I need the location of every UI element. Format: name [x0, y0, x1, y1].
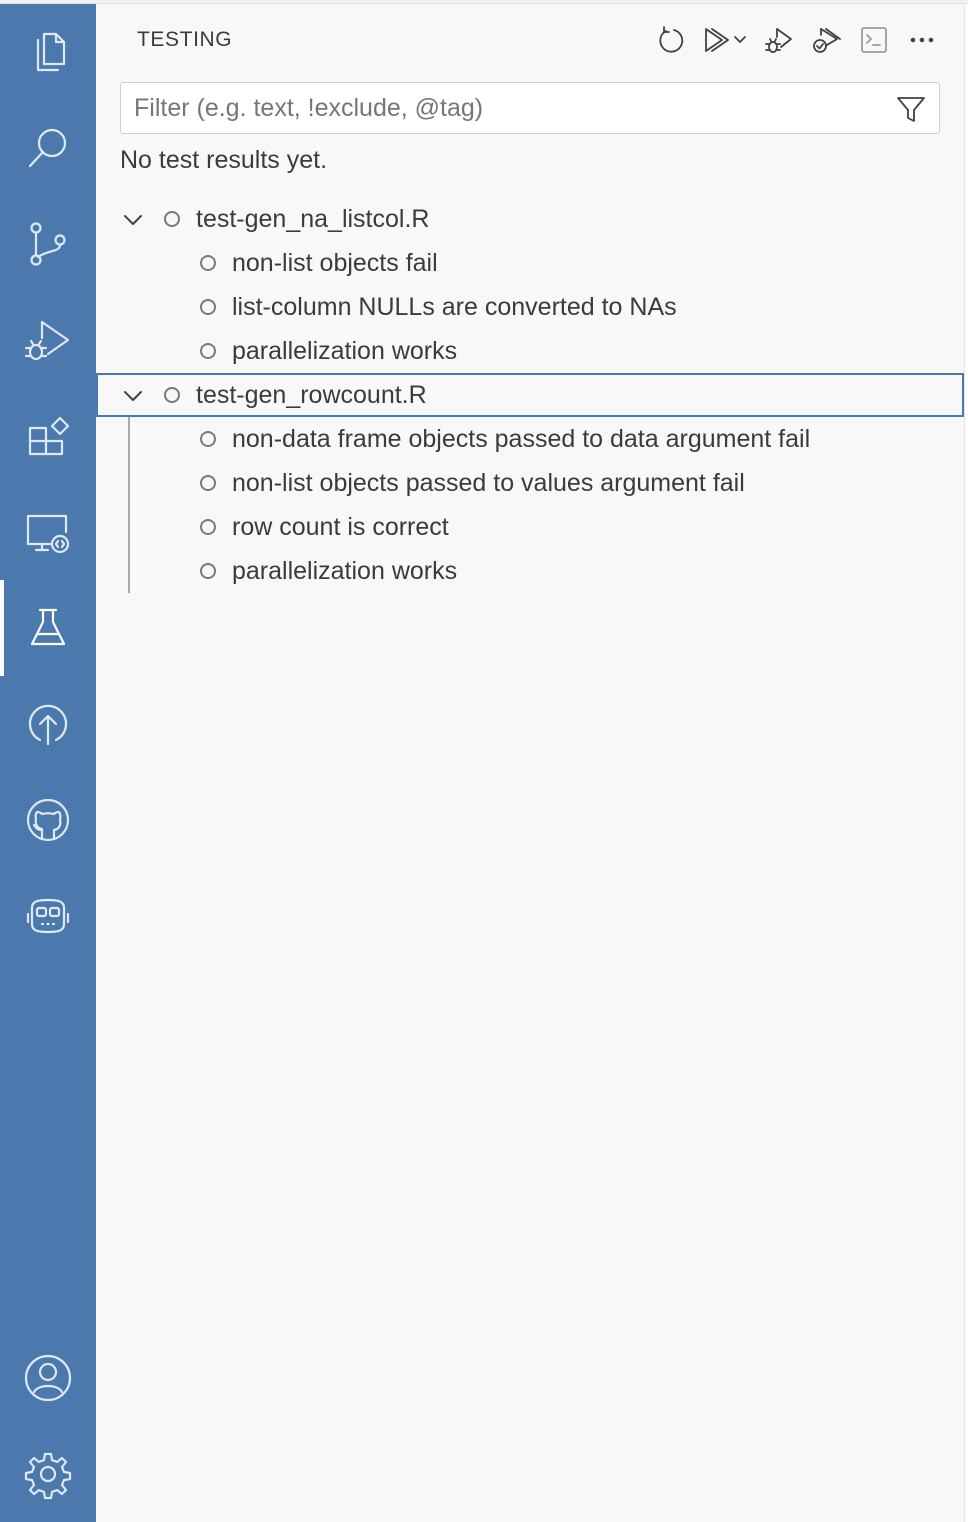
filter-box [120, 82, 940, 134]
activity-testing[interactable] [0, 580, 96, 676]
run-with-coverage-button[interactable] [802, 22, 850, 58]
show-output-button[interactable] [850, 22, 898, 58]
testing-toolbar [648, 22, 946, 58]
debug-all-tests-button[interactable] [754, 22, 802, 58]
activity-deploy[interactable] [0, 676, 96, 772]
status-not-run-icon [200, 519, 216, 535]
source-control-icon [22, 218, 74, 270]
activity-source-control[interactable] [0, 196, 96, 292]
run-coverage-icon [811, 25, 841, 55]
test-tree [96, 197, 964, 593]
activity-manage[interactable] [0, 1426, 96, 1522]
search-icon [22, 122, 74, 174]
debug-all-icon [763, 25, 793, 55]
remote-explorer-icon [22, 506, 74, 558]
test-case-label: non-list objects fail [232, 249, 438, 277]
test-case-row[interactable] [96, 241, 964, 285]
test-case-label: list-column NULLs are converted to NAs [232, 293, 677, 321]
more-actions-button[interactable] [898, 22, 946, 58]
terminal-icon [859, 25, 889, 55]
activity-github[interactable] [0, 772, 96, 868]
run-all-tests-button[interactable] [696, 22, 754, 58]
sidebar-title: TESTING [137, 28, 233, 51]
test-case-row[interactable] [96, 461, 964, 505]
gear-icon [22, 1448, 74, 1500]
account-icon [22, 1352, 74, 1404]
run-debug-icon [22, 314, 74, 366]
status-not-run-icon [164, 387, 180, 403]
activity-accounts[interactable] [0, 1330, 96, 1426]
test-file-children [96, 417, 964, 593]
beaker-icon [22, 602, 74, 654]
chevron-down-icon[interactable] [120, 383, 146, 409]
upload-icon [22, 698, 74, 750]
activity-remote-explorer[interactable] [0, 484, 96, 580]
status-not-run-icon [200, 431, 216, 447]
test-case-row[interactable] [96, 329, 964, 373]
test-case-label: parallelization works [232, 557, 458, 585]
status-not-run-icon [164, 211, 180, 227]
test-case-label: parallelization works [232, 337, 458, 365]
robot-icon [22, 890, 74, 942]
test-results-status: No test results yet. [120, 146, 328, 174]
test-case-row[interactable] [96, 505, 964, 549]
run-all-icon [702, 25, 732, 55]
filter-input[interactable] [121, 83, 881, 133]
test-file-row[interactable] [96, 373, 964, 417]
activity-search[interactable] [0, 100, 96, 196]
chevron-down-icon[interactable] [732, 25, 748, 55]
activity-extensions[interactable] [0, 388, 96, 484]
files-icon [22, 26, 74, 78]
activity-run-debug[interactable] [0, 292, 96, 388]
github-icon [22, 794, 74, 846]
status-not-run-icon [200, 563, 216, 579]
test-case-row[interactable] [96, 549, 964, 593]
sidebar-header [96, 4, 964, 74]
testing-sidebar [96, 4, 964, 1522]
activity-bar [0, 4, 96, 1522]
refresh-tests-button[interactable] [648, 22, 696, 58]
status-not-run-icon [200, 343, 216, 359]
test-case-label: row count is correct [232, 513, 449, 541]
test-case-label: non-data frame objects passed to data argument fail [232, 425, 811, 453]
refresh-icon [657, 25, 687, 55]
test-file-row[interactable] [96, 197, 964, 241]
test-case-row[interactable] [96, 285, 964, 329]
ellipsis-icon [907, 25, 937, 55]
chevron-down-icon[interactable] [120, 207, 146, 233]
test-file-label: test-gen_na_listcol.R [196, 205, 430, 233]
test-file-label: test-gen_rowcount.R [196, 381, 427, 409]
editor-edge [964, 4, 968, 1522]
status-not-run-icon [200, 475, 216, 491]
extensions-icon [22, 410, 74, 462]
test-case-label: non-list objects passed to values argument fail [232, 469, 745, 497]
filter-button[interactable] [895, 93, 927, 125]
status-not-run-icon [200, 299, 216, 315]
activity-explorer[interactable] [0, 4, 96, 100]
funnel-icon [895, 93, 927, 125]
activity-copilot[interactable] [0, 868, 96, 964]
status-not-run-icon [200, 255, 216, 271]
test-case-row[interactable] [96, 417, 964, 461]
